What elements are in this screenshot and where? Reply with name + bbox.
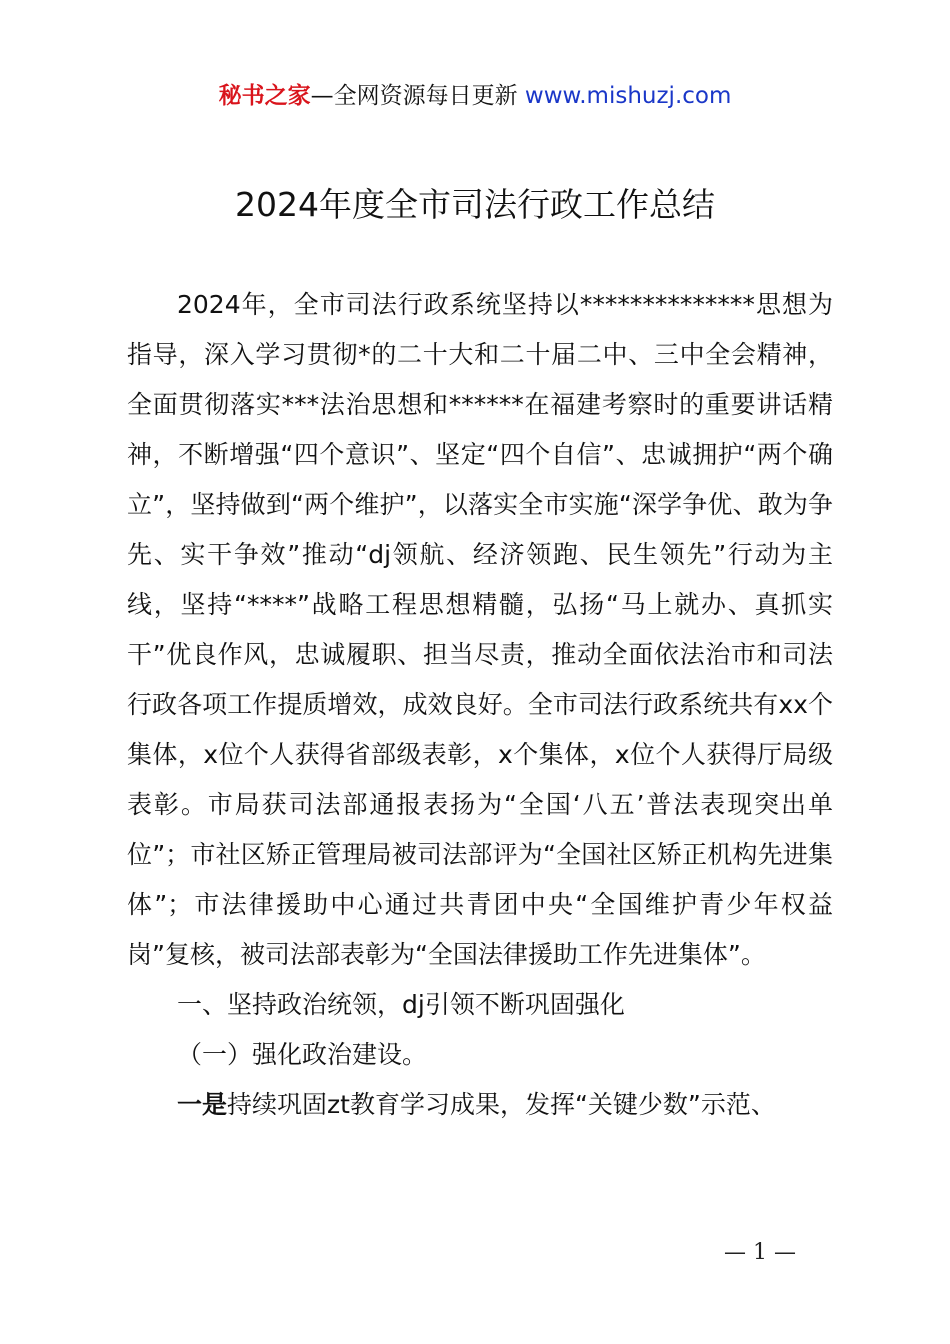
document-body <box>127 280 833 1130</box>
site-banner <box>0 80 950 112</box>
site-tagline: —全网资源每日更新 <box>310 83 525 109</box>
item-lead: 一是 <box>177 1090 228 1119</box>
subsection-heading: （一）强化政治建设。 <box>177 1040 428 1069</box>
page-number: — 1 — <box>724 1240 796 1265</box>
list-item <box>127 1080 833 1130</box>
site-url: www.mishuzj.com <box>524 83 732 109</box>
item-text: 持续巩固zt教育学习成果，发挥“关键少数”示范、 <box>227 1090 776 1119</box>
intro-paragraph: 2024年，全市司法行政系统坚持以**************思想为指导，深入学习贯彻*的二十大和二十届二中、三中全会精神，全面贯彻落实***法治思想和******在福建考察时的重要讲话精神，不断增强“四个意识”、坚定“四个自信”、忠诚拥护“两个确立”，坚持做到“两个维护”，以落实全市实施“深学争优、敢为争先、实干争效”推动“dj领航、经济领跑、民生领先”行动为主线，坚持“****”战略工程思想精髓，弘扬“马上就办、真抓实干”优良作风，忠诚履职、担当尽责，推动全面依法治市和司法行政各项工作提质增效，成效良好。全市司法行政系统共有xx个集体，x位个人获得省部级表彰，x个集体，x位个人获得厅局级表彰。市局获司法部通报表扬为“全国‘八五’普法表现突出单位”；市社区矫正管理局被司法部评为“全国社区矫正机构先进集体”；市法律援助中心通过共青团中央“全国维护青少年权益岗”复核，被司法部表彰为“全国法律援助工作先进集体”。 <box>127 290 833 969</box>
site-brand: 秘书之家 <box>218 83 311 109</box>
section-heading: 一、坚持政治统领，dj引领不断巩固强化 <box>177 990 625 1019</box>
document-title: 2024年度全市司法行政工作总结 <box>235 185 715 224</box>
